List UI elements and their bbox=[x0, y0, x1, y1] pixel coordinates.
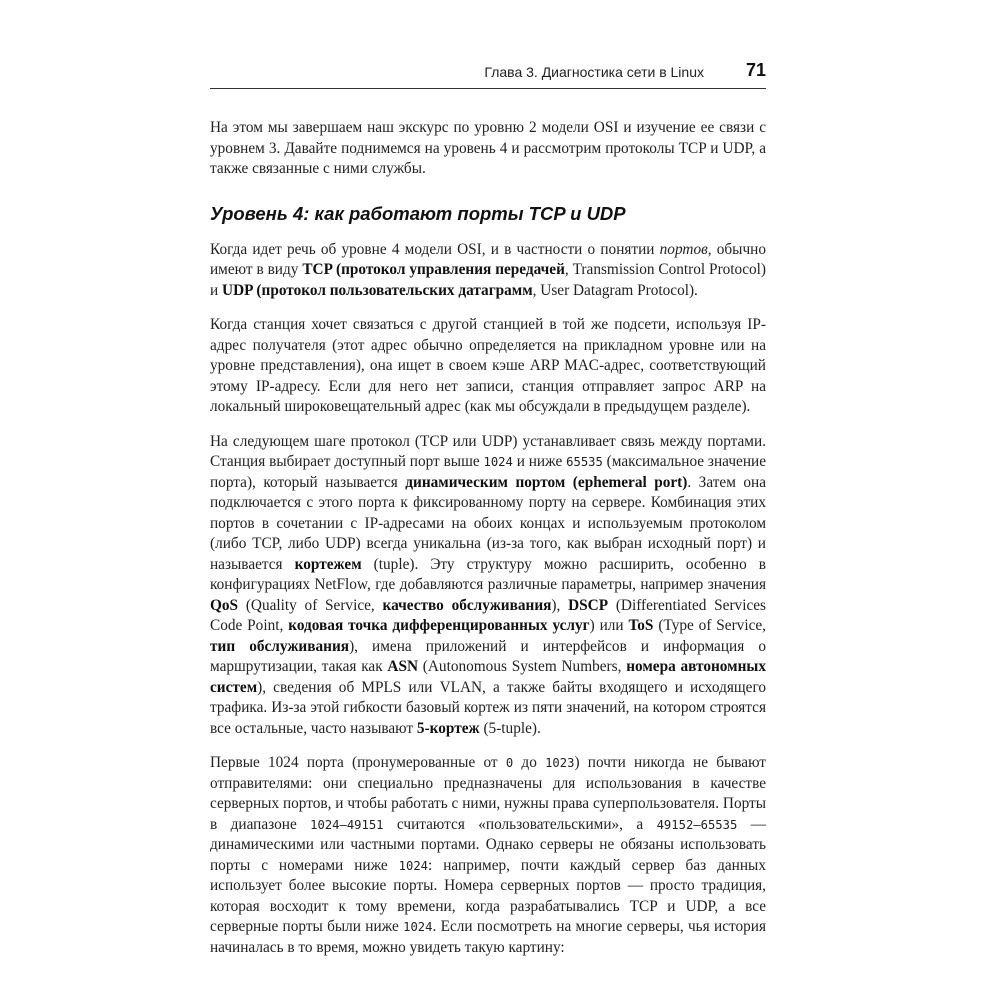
emphasis-ports: портов bbox=[659, 240, 708, 258]
code-65535: 65535 bbox=[566, 455, 603, 469]
term-5-tuple: 5-кортеж bbox=[416, 719, 480, 737]
text: , Transmission Control Protocol) и bbox=[210, 261, 766, 299]
term-tos-ru: тип обслуживания bbox=[210, 637, 350, 655]
section-heading: Уровень 4: как работают порты TCP и UDP bbox=[210, 202, 626, 224]
text: (Type of Service, bbox=[653, 617, 766, 634]
text: (tuple). Эту структуру можно расширить, особенно в конфигурациях NetFlow, где добавляются различные параметры, например значения bbox=[210, 555, 766, 593]
chapter-title: Глава 3. Диагностика сети в Linux bbox=[484, 64, 704, 80]
paragraph-arp: Когда станция хочет связаться с другой станцией в той же подсети, используя IP-адрес получателя (этот адрес обычно определяется на прикладном уровне или на уровне представления), она ищет в своем кэше ARP MAC-адрес, соответствующий этому IP-адресу. Если для него нет записи, станция отправляет запрос ARP на локальный широковещательный адрес (как мы обсуждали в предыдущем разделе). bbox=[210, 316, 766, 415]
term-tcp: TCP (протокол управления передачей bbox=[302, 261, 565, 278]
paragraph-ports bbox=[210, 432, 766, 740]
term-udp: UDP (протокол пользовательских датаграмм bbox=[222, 281, 533, 299]
text: : например, почти каждый сервер баз данных использует более высокие порты. Номера серверных портов — просто традиция, которая восходит к тому времени, когда разрабатывались TCP и UDP, а все серверные порты были ниже bbox=[210, 856, 766, 935]
text: (Quality of Service, bbox=[238, 596, 383, 614]
text: , обычно имеют в виду bbox=[210, 240, 766, 278]
code-1023: 1023 bbox=[545, 756, 575, 770]
code-0: 0 bbox=[505, 756, 514, 770]
code-user-range: 1024–49151 bbox=[310, 817, 384, 832]
term-tuple: кортежем bbox=[294, 555, 362, 573]
text: (Differentiated Services Code Point, bbox=[210, 596, 766, 634]
text: . Если посмотреть на многие серверы, чья история начиналась в то время, можно увидеть такую картину: bbox=[210, 918, 766, 956]
text: ) почти никогда не бывают отправителями: они специально предназначены для использования в качестве серверных портов, и чтобы работать с ними, нужны права суперпользователя. Порты в диапазоне bbox=[210, 754, 766, 833]
term-qos: QoS bbox=[210, 596, 239, 614]
term-tos: ToS bbox=[628, 617, 654, 634]
paragraph-port-ranges bbox=[210, 753, 766, 958]
text: (максимальное значение порта), который называется bbox=[210, 453, 766, 491]
text: — динамическими или частными портами. Однако серверы не обязаны использовать порты с номерами ниже bbox=[210, 815, 767, 874]
term-dscp: DSCP bbox=[568, 596, 609, 614]
text: , User Datagram Protocol). bbox=[532, 281, 698, 299]
text: ) или bbox=[589, 617, 629, 634]
text: считаются «пользовательскими», а bbox=[383, 815, 657, 833]
text: Когда идет речь об уровне 4 модели OSI, и в частности о понятии bbox=[210, 240, 660, 258]
paragraph-intro: На этом мы завершаем наш экскурс по уровню 2 модели OSI и изучение ее связи с уровнем 3. Давайте поднимемся на уровень 4 и рассмотрим протоколы TCP и UDP, а также связанные с ними службы. bbox=[210, 119, 766, 177]
term-dscp-ru: кодовая точка дифференцированных услуг bbox=[288, 617, 590, 634]
text: (Autonomous System Numbers, bbox=[418, 658, 627, 675]
text: На следующем шаге протокол (TCP или UDP) устанавливает связь между портами. Станция выбирает доступный порт выше bbox=[210, 432, 766, 470]
text: до bbox=[513, 754, 546, 771]
code-1024: 1024 bbox=[398, 858, 429, 873]
text: ), bbox=[551, 596, 569, 614]
text: . Затем она подключается с этого порта к фиксированному порту на сервере. Комбинация этих портов в сочетании с IP-адресами на обоих концах и используемым протоколом (либо TCP, либо UDP) всегда уникальна (из-за того, как выбран исходный порт) и называется bbox=[210, 473, 766, 573]
text: ), имена приложений и интерфейсов и информация о маршрутизации, такая как bbox=[210, 637, 766, 675]
text: ), сведения об MPLS или VLAN, а также байты входящего и исходящего трафика. Из-за этой гибкости базовый кортеж из пяти значений, на котором строятся все остальные, часто называют bbox=[210, 678, 766, 737]
paragraph-tcp-udp bbox=[210, 240, 766, 302]
term-asn: ASN bbox=[387, 658, 419, 675]
term-qos-ru: качество обслуживания bbox=[382, 596, 552, 614]
text: Первые 1024 порта (пронумерованные от bbox=[210, 754, 506, 771]
page-number: 71 bbox=[745, 60, 766, 80]
page-body bbox=[210, 118, 766, 958]
term-asn-ru: номера автономных систем bbox=[210, 658, 766, 696]
text: (5-tuple). bbox=[479, 719, 541, 737]
running-header bbox=[210, 60, 766, 89]
code-1024: 1024 bbox=[483, 455, 513, 469]
code-dynamic-range: 49152–65535 bbox=[656, 817, 738, 832]
term-ephemeral-port: динамическим портом (ephemeral port) bbox=[405, 473, 688, 491]
text: и ниже bbox=[512, 453, 567, 470]
code-1024: 1024 bbox=[403, 920, 433, 934]
